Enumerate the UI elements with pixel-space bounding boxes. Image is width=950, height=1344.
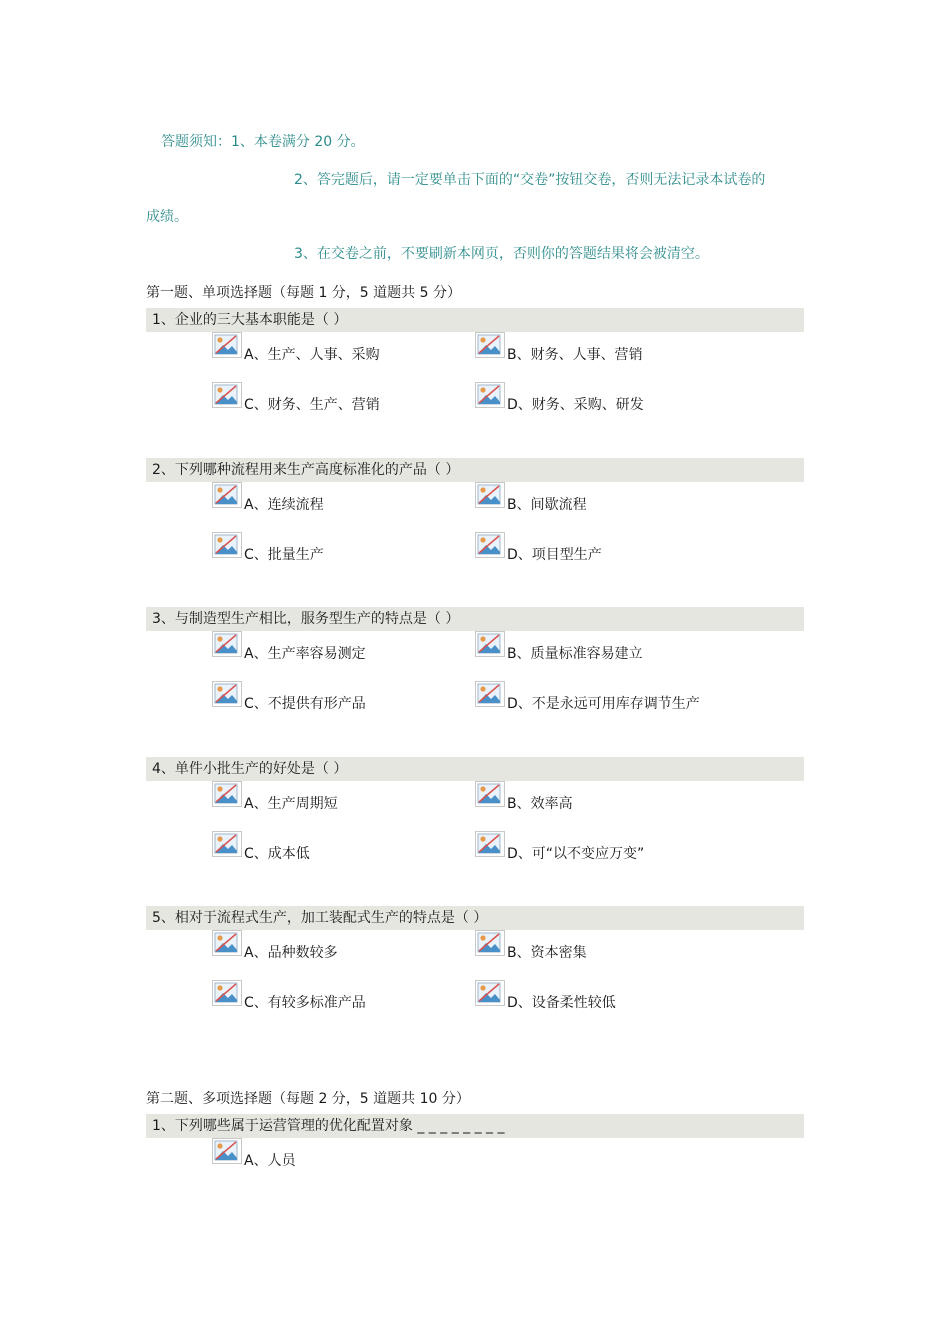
notice-line-1: 答题须知：1、本卷满分 20 分。	[161, 134, 365, 150]
broken-image-icon	[214, 334, 240, 356]
broken-image-icon	[214, 932, 240, 954]
option-label: A、生产周期短	[244, 795, 338, 812]
broken-image-icon	[214, 384, 240, 406]
broken-image-icon	[214, 1140, 240, 1162]
option-label: C、财务、生产、营销	[244, 397, 380, 413]
option-select-image[interactable]	[475, 681, 505, 707]
broken-image-icon	[477, 982, 503, 1004]
option-select-image[interactable]	[475, 382, 505, 408]
option-label: C、不提供有形产品	[244, 696, 366, 712]
option-label: C、成本低	[244, 845, 310, 862]
question-stem: 4、单件小批生产的好处是（ ）	[146, 757, 804, 781]
broken-image-icon	[214, 484, 240, 506]
option-select-image[interactable]	[212, 482, 242, 508]
question-stem: 2、下列哪种流程用来生产高度标准化的产品（ ）	[146, 458, 804, 482]
option-label: C、有较多标准产品	[244, 995, 366, 1011]
option-select-image[interactable]	[475, 831, 505, 857]
broken-image-icon	[214, 534, 240, 556]
option-label: A、生产率容易测定	[244, 646, 366, 662]
option-label: D、可“以不变应万变”	[507, 845, 645, 862]
broken-image-icon	[477, 932, 503, 954]
broken-image-icon	[477, 783, 503, 805]
broken-image-icon	[477, 534, 503, 556]
section-title-single-choice: 第一题、单项选择题（每题 1 分，5 道题共 5 分）	[146, 285, 461, 301]
broken-image-icon	[477, 633, 503, 655]
option-label: B、资本密集	[507, 945, 587, 961]
option-label: D、不是永远可用库存调节生产	[507, 696, 700, 712]
option-label: B、质量标准容易建立	[507, 646, 643, 662]
option-select-image[interactable]	[212, 382, 242, 408]
section-title-multiple-choice: 第二题、多项选择题（每题 2 分，5 道题共 10 分）	[146, 1091, 470, 1107]
option-select-image[interactable]	[475, 930, 505, 956]
question-stem: 5、相对于流程式生产，加工装配式生产的特点是（ ）	[146, 906, 804, 930]
broken-image-icon	[477, 334, 503, 356]
option-select-image[interactable]	[212, 980, 242, 1006]
option-select-image[interactable]	[212, 681, 242, 707]
option-select-image[interactable]	[212, 532, 242, 558]
option-select-image[interactable]	[475, 631, 505, 657]
broken-image-icon	[477, 484, 503, 506]
broken-image-icon	[214, 683, 240, 705]
option-select-image[interactable]	[475, 332, 505, 358]
option-select-image[interactable]	[475, 980, 505, 1006]
question-stem: 1、下列哪些属于运营管理的优化配置对象 _ _ _ _ _ _ _ _	[146, 1114, 804, 1138]
notice-line-2: 2、答完题后，请一定要单击下面的“交卷”按钮交卷，否则无法记录本试卷的	[294, 172, 766, 188]
option-label: C、批量生产	[244, 546, 324, 563]
broken-image-icon	[477, 683, 503, 705]
option-label: A、品种数较多	[244, 945, 338, 961]
option-label: A、人员	[244, 1153, 296, 1169]
option-label: B、间歇流程	[507, 496, 587, 513]
option-label: B、财务、人事、营销	[507, 347, 643, 363]
notice-line-3: 成绩。	[146, 209, 188, 225]
option-label: D、项目型生产	[507, 546, 602, 563]
option-select-image[interactable]	[212, 332, 242, 358]
broken-image-icon	[477, 833, 503, 855]
option-select-image[interactable]	[212, 781, 242, 807]
option-select-image[interactable]	[475, 532, 505, 558]
option-select-image[interactable]	[475, 781, 505, 807]
broken-image-icon	[214, 783, 240, 805]
option-label: B、效率高	[507, 795, 573, 812]
broken-image-icon	[214, 833, 240, 855]
option-label: D、设备柔性较低	[507, 995, 616, 1011]
option-select-image[interactable]	[212, 930, 242, 956]
option-select-image[interactable]	[212, 831, 242, 857]
broken-image-icon	[214, 633, 240, 655]
option-label: D、财务、采购、研发	[507, 397, 644, 413]
question-stem: 1、企业的三大基本职能是（ ）	[146, 308, 804, 332]
option-select-image[interactable]	[475, 482, 505, 508]
notice-line-4: 3、在交卷之前，不要刷新本网页，否则你的答题结果将会被清空。	[294, 246, 709, 262]
broken-image-icon	[477, 384, 503, 406]
option-label: A、生产、人事、采购	[244, 347, 380, 363]
option-select-image[interactable]	[212, 631, 242, 657]
question-stem: 3、与制造型生产相比，服务型生产的特点是（ ）	[146, 607, 804, 631]
broken-image-icon	[214, 982, 240, 1004]
option-label: A、连续流程	[244, 496, 324, 513]
option-select-image[interactable]	[212, 1138, 242, 1164]
